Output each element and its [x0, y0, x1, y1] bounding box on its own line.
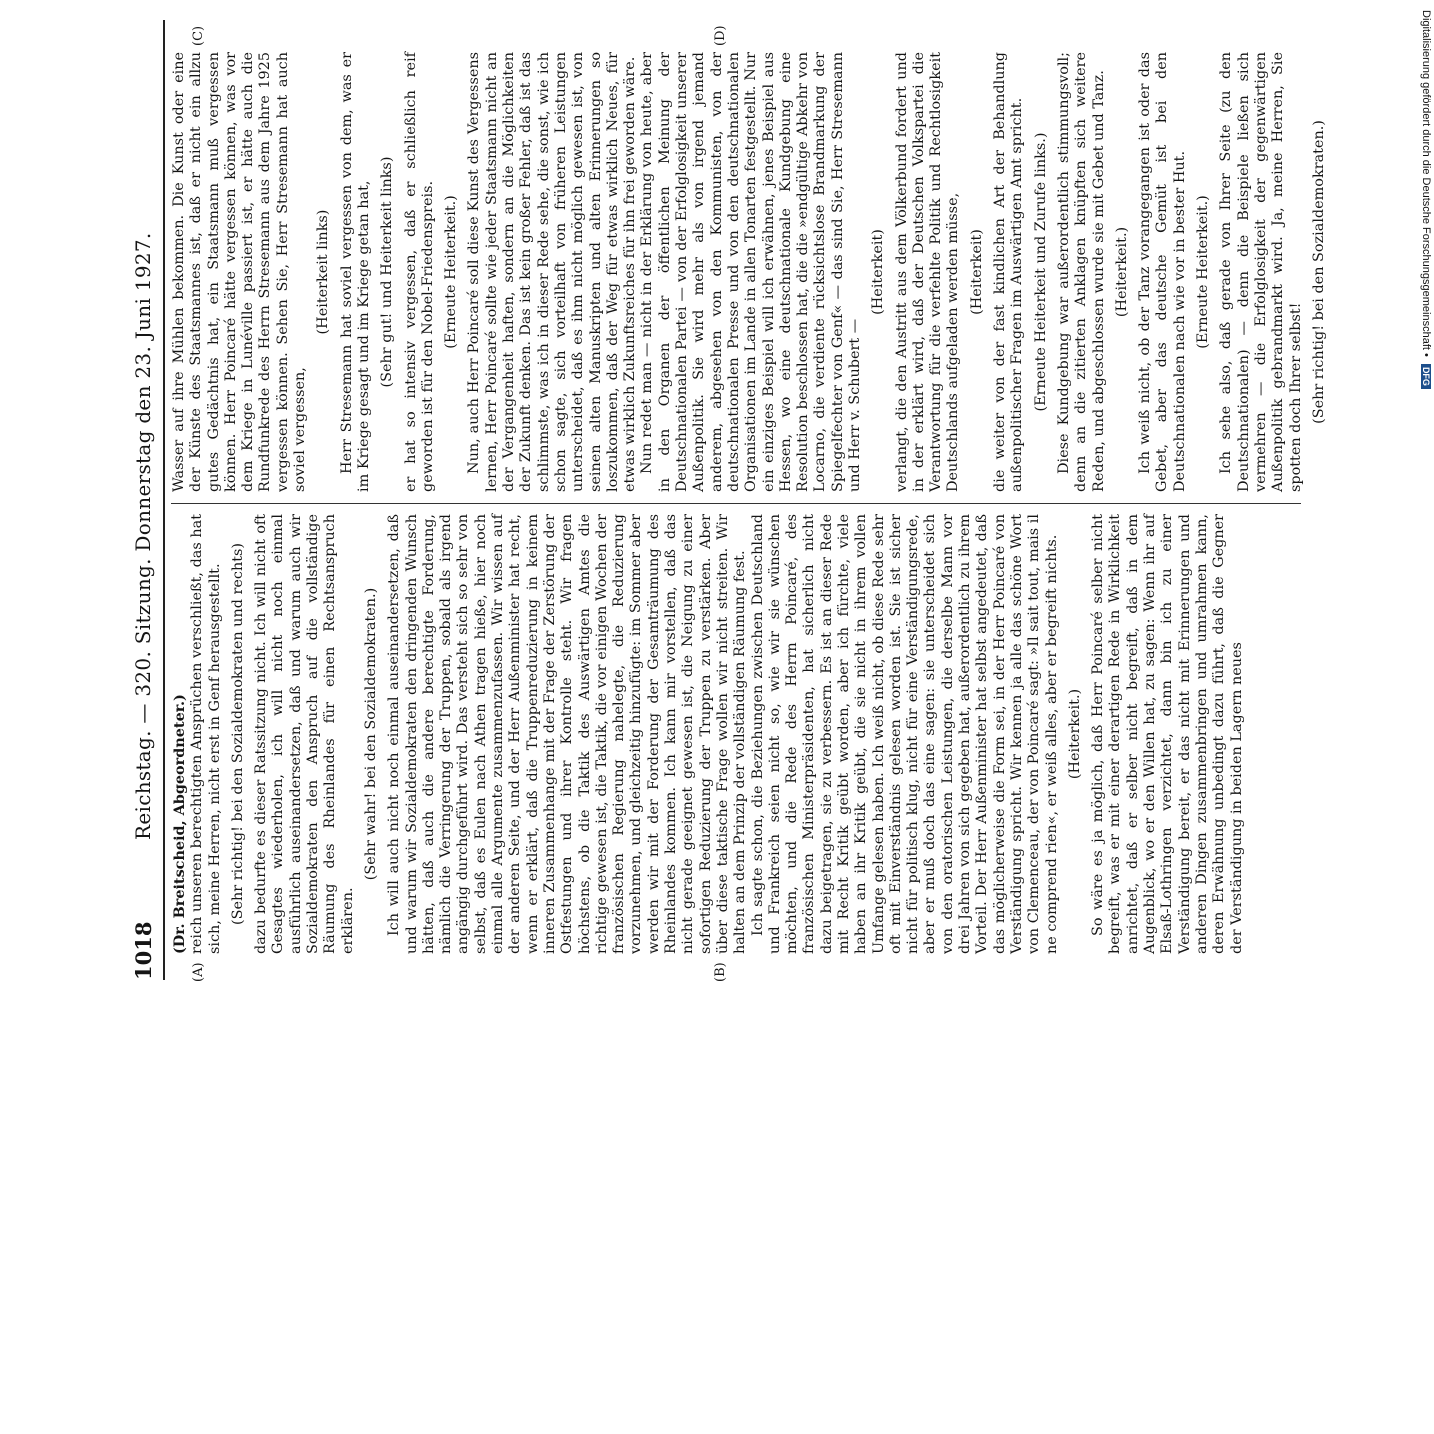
- margin-mark-a: (A): [191, 962, 206, 982]
- interjection: (Heiterkeit links): [315, 209, 332, 335]
- interjection: (Heiterkeit.): [1066, 688, 1083, 780]
- paragraph: Nun redet man — nicht in der Erklärung von heute, aber in den Organen der öffentlichen Meinung der Deutschnationalen Partei — von der Erfolglosigkeit unserer Außenpolitik. Sie wird mehr als von irgend jemand anderem, abgesehen von den Kommunisten, von der deutschnationalen Presse und von den deutschnationalen Organisationen im Lande in allen Tonarten festgestellt. Nur ein einziges Beispiel will ich erwähnen, jenes Beispiel aus Hessen, wo eine deutschnationale Kundgebung eine Resolution beschlossen hat, die die »endgültige Abkehr von Locarno, die verdiente rücksichtslose Brandmarkung der Spiegelfechter von Genf« — das sind Sie, Herr Stresemann und Herr v. Schubert —: [639, 52, 863, 492]
- margin-mark-d: (D): [713, 25, 728, 46]
- paragraph: Ich will auch nicht noch einmal auseinandersetzen, daß und warum wir Sozialdemokraten den dringenden Wunsch hätten, daß auch die andere berechtigte Forderung, nämlich die Verringerung der Truppen, sobald als irgend angängig durchgeführt wird. Das versteht sich so sehr von selbst, daß es Eulen nach Athen tragen hieße, hier noch einmal alle Argumente zusammenzufassen. Wir wissen auf der anderen Seite, und der Herr Außenminister hat recht, wenn er erklärt, daß die Truppenreduzierung in keinem inneren Zusammenhange mit der Frage der Zerstörung der Ostfestungen und ihrer Kontrolle steht. Wir fragen höchstens, ob die Taktik des Auswärtigen Amtes die richtige gewesen ist, die Taktik, die vor einigen Wochen der französischen Regierung nahelegte, die Reduzierung vorzunehmen, und gleichzeitig hinzufügte: im Sommer aber werden wir mit der Forderung der Gesamträumung des Rheinlandes kommen. Ich kann mir vorstellen, daß das nicht gerade geeignet gewesen ist, die Neigung zu einer sofortigen Reduzierung der Truppen zu verstärken. Aber über diese taktische Frage wollen wir nicht streiten. Wir halten an dem Prinzip der vollständigen Räumung fest.: [386, 514, 749, 954]
- paragraph: Wasser auf ihre Mühlen bekommen. Die Kunst oder eine der Künste des Staatsmannes ist, daß er nicht ein allzu gutes Gedächtnis hat, ein Staatsmann muß vergessen können. Herr Poincaré hätte vergessen können, was vor dem Kriege in Lunéville passiert ist, er hätte auch die Rundfunkrede des Herrn Stresemann aus dem Jahre 1925 vergessen können. Sehen Sie, Herr Stresemann hat auch soviel vergessen,: [171, 52, 309, 492]
- interjection: (Erneute Heiterkeit.): [1195, 195, 1212, 349]
- left-column: [171, 514, 1246, 954]
- paragraph: er hat so intensiv vergessen, daß er schließlich reif geworden ist für den Nobel-Friedenspreis.: [402, 52, 436, 492]
- paragraph: Herr Stresemann hat soviel vergessen von dem, was er im Kriege gesagt und im Kriege getan hat,: [338, 52, 372, 492]
- interjection: (Sehr richtig! bei den Sozialdemokraten und rechts): [229, 542, 246, 926]
- paragraph: Ich sehe also, daß gerade von Ihrer Seite (zu den Deutschnationalen) — denn die Beispiele ließen sich vermehren — die Erfolglosigkeit der gegenwärtigen Außenpolitik gebrandmarkt wird. Ja, meine Herren, Sie spotten doch Ihrer selbst!: [1218, 52, 1304, 492]
- interjection: (Sehr richtig! bei den Sozialdemokraten.): [1310, 120, 1327, 424]
- dfg-logo: DFG: [1421, 364, 1431, 389]
- interjection: (Erneute Heiterkeit und Zurufe links.): [1032, 132, 1049, 412]
- interjection: (Erneute Heiterkeit.): [443, 195, 460, 349]
- page-header: [127, 20, 167, 980]
- rotated-page-content: [127, 20, 1327, 982]
- page-number: 1018: [131, 921, 156, 980]
- column-divider: [171, 503, 1301, 504]
- speaker-line: (Dr. Breitscheid, Abgeordneter.): [171, 694, 188, 954]
- right-column: [171, 52, 1334, 492]
- paragraph: So wäre es ja möglich, daß Herr Poincaré selber nicht begreift, was er mit einer derartigen Rede in Wirklichkeit anrichtet, daß er selber nicht begreift, daß in dem Augenblick, wo er den Willen hat, zu sagen: Wenn ihr auf Elsaß-Lothringen verzichtet, dann bin ich zu einer Verständigung bereit, er das nicht mit Erinnerungen und anderen Dingen zusammenbringen und umrahmen kann, deren Erwähnung unbedingt dazu führt, daß die Gegner der Verständigung in beiden Lagern neues: [1090, 514, 1245, 954]
- paragraph: verlangt, die den Austritt aus dem Völkerbund fordert und in der erklärt wird, daß der Deutschen Volkspartei die Verantwortung für die verfehlte Politik und Rechtlosigkeit Deutschlands aufgeladen werden müsse,: [893, 52, 962, 492]
- paragraph: Diese Kundgebung war außerordentlich stimmungsvoll; denn an die zitierten Anklagen knüpften sich weitere Reden, und abgeschlossen wurde sie mit Gebet und Tanz.: [1055, 52, 1107, 492]
- credit-text: Digitalisierung gefördert durch die Deutsche Forschungsgemeinschaft •: [1420, 10, 1432, 357]
- margin-mark-c: (C): [191, 25, 206, 46]
- paragraph: Ich sagte schon, die Beziehungen zwischen Deutschland und Frankreich seien nicht so, wie wir sie wünschen möchten, und die Rede des Herrn Poincaré, des französischen Ministerpräsidenten, hat sicherlich nicht dazu beigetragen, sie zu verbessern. Es ist an dieser Rede mit Recht Kritik geübt worden, aber ich fürchte, viele haben an ihr Kritik geübt, die sie nicht in ihrem vollen Umfange gelesen haben. Ich weiß nicht, ob diese Rede sehr oft mit Einverständnis gelesen worden ist. Sie ist sicher nicht für politisch klug, nicht für eine Verständigungsrede, aber er muß doch das eine sagen: sie unterscheidet sich von den oratorischen Leistungen, die derselbe Mann vor drei Jahren von sich gegeben hat, außerordentlich zu ihrem Vorteil. Der Herr Außenminister hat selbst angedeutet, daß das möglicherweise die Form sei, in der Herr Poincaré von Verständigung spricht. Wir kennen ja alle das schöne Wort von Clemenceau, der von Poincaré sagt: »Il sait tout, mais il ne comprend rien«, er weiß alles, aber er begreift nichts.: [749, 514, 1060, 954]
- interjection: (Heiterkeit): [870, 229, 887, 315]
- margin-mark-b: (B): [713, 962, 728, 982]
- paragraph: Nun, auch Herr Poincaré soll diese Kunst des Vergessens lernen, Herr Poincaré sollte wie jeder Staatsmann nicht an der Vergangenheit haften, sondern an die Möglichkeiten der Zukunft denken. Das ist kein großer Fehler, daß ist das schlimmste, was ich in dieser Rede sehe, die sonst, wie ich schon sagte, sich vorteilhaft von früheren Leistungen unterscheidet, daß es ihm nicht möglich gewesen ist, von seinen alten Manuskripten und alten Erinnerungen so loszukommen, daß der Weg für etwas wirklich Neues, für etwas wirklich Zukunftsreiches für ihn frei geworden wäre.: [466, 52, 639, 492]
- interjection: (Heiterkeit): [968, 229, 985, 315]
- interjection: (Sehr gut! und Heiterkeit links): [379, 156, 396, 388]
- paragraph: die weiter von der fast kindlichen Art der Behandlung außenpolitischer Fragen im Auswärtigen Amt spricht.: [992, 52, 1026, 492]
- digitization-credit: [1414, 10, 1432, 990]
- header-rule: [163, 20, 165, 980]
- interjection: (Heiterkeit.): [1113, 226, 1130, 318]
- paragraph: dazu bedurfte es dieser Ratssitzung nicht. Ich will nicht oft Gesagtes wiederholen, ich will nicht noch einmal ausführlich auseinandersetzen, daß und warum auch wir Sozialdemokraten den Anspruch auf die vollständige Räumung des Rheinlandes für einen Rechtsanspruch erklären.: [253, 514, 356, 954]
- paragraph: Ich weiß nicht, ob der Tanz vorangegangen ist oder das Gebet, aber das deutsche Gemüt ist bei den Deutschnationalen nach wie vor in bester Hut.: [1137, 52, 1188, 492]
- interjection: (Sehr wahr! bei den Sozialdemokraten.): [362, 587, 379, 881]
- paragraph: reich unseren berechtigten Ansprüchen verschließt, das hat sich, meine Herren, nicht erst in Genf herausgestellt.: [189, 514, 223, 954]
- page-title: Reichstag. — 320. Sitzung. Donnerstag den 23. Juni 1927.: [131, 232, 155, 840]
